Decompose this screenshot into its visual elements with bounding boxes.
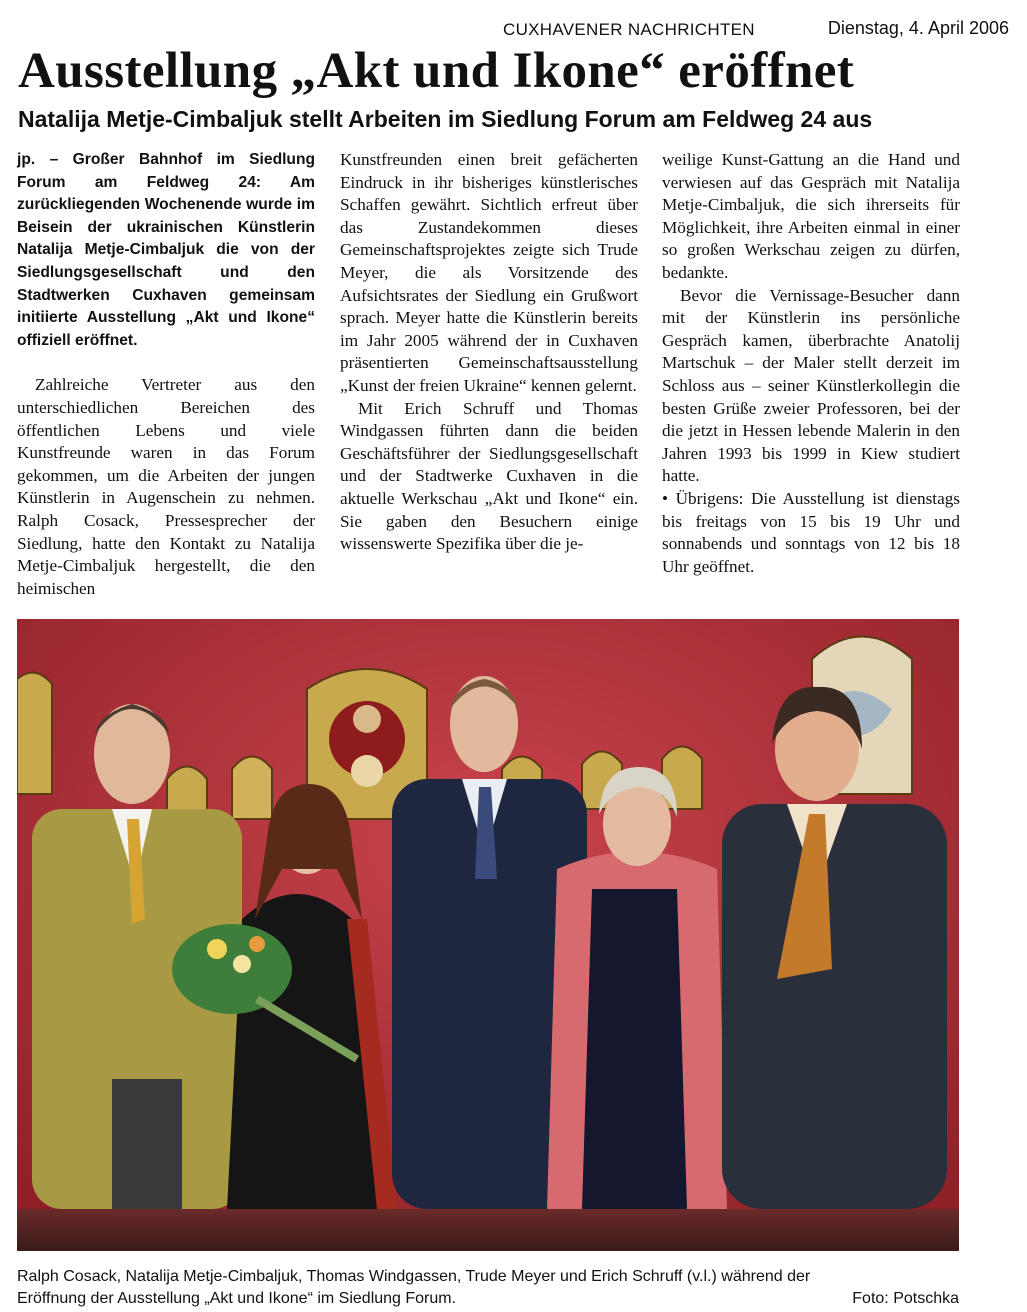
body-paragraph: Bevor die Vernissage-Besucher dann mit der Künstlerin ins persönliche Gespräch kamen, überbrachte Anatolij Martschuk – der Maler stellt derzeit im Schloss aus – seiner Künstlerkollegin die besten Grüße zweier Professoren, bei der die jetzt in Hessen lebende Malerin in den Jahren 1993 bis 1999 in Kiew studiert hatte. — [662, 285, 960, 486]
caption-text: Ralph Cosack, Natalija Metje-Cimbaljuk, Thomas Windgassen, Trude Meyer und Erich Schruff (v.l.) während der Eröffnung der Ausstellung „Akt und Ikone“ im Siedlung Forum. — [17, 1268, 811, 1307]
subheadline: Natalija Metje-Cimbaljuk stellt Arbeiten im Siedlung Forum am Feldweg 24 aus — [18, 106, 873, 132]
lead-paragraph: jp. – Großer Bahnhof im Siedlung Forum am Feldweg 24: Am zurückliegenden Wochenende wurde im Beisein der ukrainischen Künstlerin Natalija Metje-Cimbaljuk die von der Siedlungsgesellschaft und den Stadtwerken Cuxhaven gemeinsam initiierte Ausstellung „Akt und Ikone“ offiziell eröffnet. — [17, 151, 315, 349]
floor — [17, 1209, 959, 1251]
info-box: • Übrigens: Die Ausstellung ist dienstags bis freitags von 15 bis 19 Uhr und sonnabends und sonntags von 12 bis 18 Uhr geöffnet. — [662, 488, 960, 576]
group-photo — [17, 619, 959, 1251]
photo-credit: Foto: Potschka — [852, 1290, 959, 1307]
body-paragraph: weilige Kunst-Gattung an die Hand und verwiesen auf das Gespräch mit Natalija Metje-Cimbaljuk, die sich ihrerseits für Möglichkeit, ihre Arbeiten einmal in einer so großen Werkschau zeigen zu dürfen, bedankte. — [662, 150, 960, 282]
photo-caption — [17, 1266, 959, 1310]
body-paragraph: Mit Erich Schruff und Thomas Windgassen führten dann die beiden Geschäftsführer der Siedlungsgesellschaft und der Stadtwerke Cuxhaven in die aktuelle Werkschau „Akt und Ikone“ ein. Sie gaben den Besuchern einige wissenswerte Spezifika über die je- — [340, 398, 638, 554]
article-column-3 — [662, 149, 960, 578]
body-paragraph: Zahlreiche Vertreter aus den unterschiedlichen Bereichen des öffentlichen Lebens und viele Kunstfreunde waren in das Forum gekommen, um die Arbeiten der jungen Künstlerin in Augenschein zu nehmen. Ralph Cosack, Pressesprecher der Siedlung, hatte den Kontakt zu Natalija Metje-Cimbaljuk hergestellt, die den heimischen — [17, 375, 315, 598]
newspaper-name: CUXHAVENER NACHRICHTEN — [503, 20, 755, 39]
article-column-2 — [340, 149, 638, 556]
article-column-1 — [17, 149, 315, 600]
headline: Ausstellung „Akt und Ikone“ eröffnet — [18, 43, 855, 99]
body-paragraph: Kunstfreunden einen breit gefächerten Eindruck in ihr bisheriges künstlerisches Schaffen gewährt. Sichtlich erfreut über das Zustandekommen dieses Gemeinschaftsprojektes zeigte sich Trude Meyer, die als Vorsitzende des Aufsichtsrates der Siedlung ein Grußwort sprach. Meyer hatte die Künstlerin bereits im Jahr 2005 während der in Cuxhaven präsentierten Gemeinschaftsausstellung „Kunst der freien Ukraine“ kennen gelernt. — [340, 150, 638, 395]
masthead — [0, 16, 1027, 42]
issue-date: Dienstag, 4. April 2006 — [827, 18, 1009, 38]
